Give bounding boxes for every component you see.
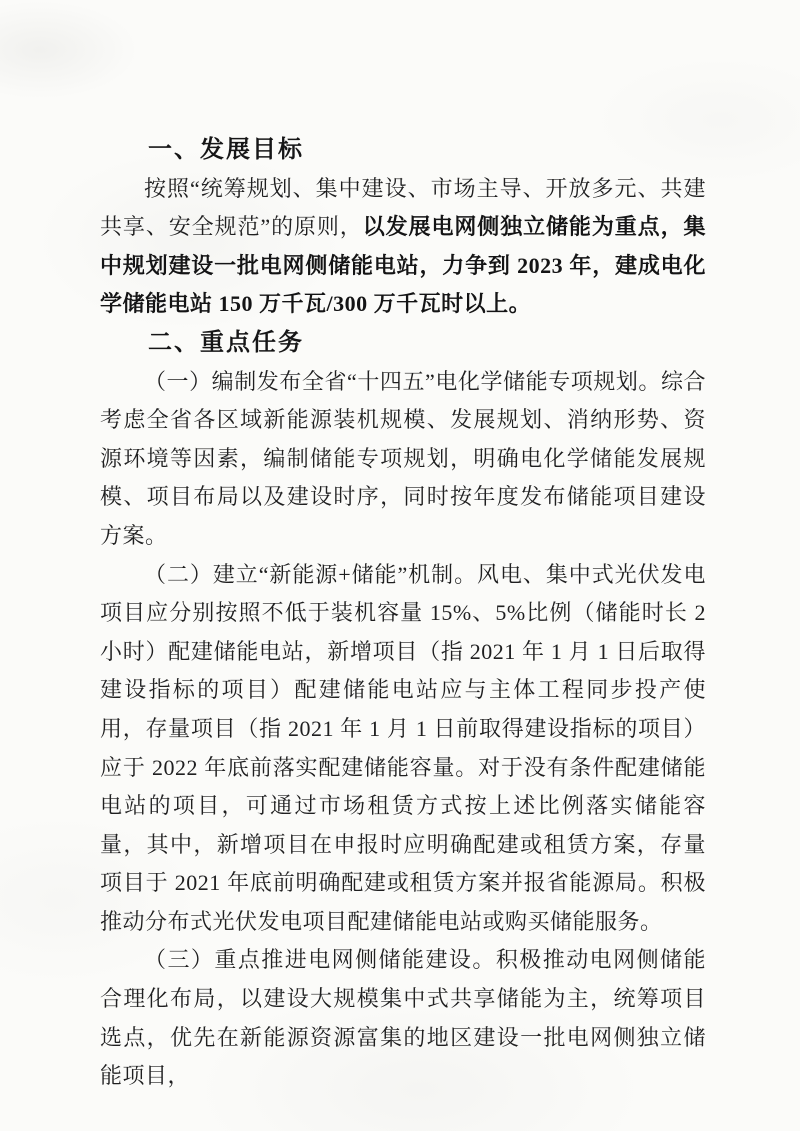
- section-heading: 二、重点任务: [148, 328, 304, 356]
- section-heading: 一、发展目标: [148, 136, 304, 163]
- paragraph: [100, 363, 706, 556]
- emphasized-text-run: 以发展电网侧独立储能为重点，集中规划建设一批电网侧储能电站，力争到 2023 年，建成电化学储能电站 150 万千瓦/300 万千瓦时以上。: [100, 214, 706, 317]
- paragraph: [100, 170, 706, 324]
- paragraph: [100, 556, 706, 942]
- text-run: （三）重点推进电网侧储能建设。积极推动电网侧储能合理化布局，以建设大规模集中式共享储能为主，统筹项目选点，优先在新能源资源富集的地区建设一批电网侧独立储能项目，: [100, 947, 706, 1089]
- document-body: [100, 131, 706, 1096]
- text-run: （二）建立“新能源+储能”机制。风电、集中式光伏发电项目应分别按照不低于装机容量 15%、5%比例（储能时长 2 小时）配建储能电站，新增项目（指 2021 年 1 月 1 日后取得建设指标的项目）配建储能电站应与主体工程同步投产使用，存量项目（指 2021 年 1 月 1 日前取得建设指标的项目）应于 2022 年底前落实配建储能容量。对于没有条件配建储能电站的项目，可通过市场租赁方式按上述比例落实储能容量，其中，新增项目在申报时应明确配建或租赁方案，存量项目于 2021 年底前明确配建或租赁方案并报省能源局。积极推动分布式光伏发电项目配建储能电站或购买储能服务。: [100, 561, 706, 934]
- paragraph: [100, 941, 706, 1095]
- text-run: 按照“统筹规划、集中建设、市场主导、开放多元、共建共享、安全规范”的原则，: [100, 175, 706, 240]
- text-run: （一）编制发布全省“十四五”电化学储能专项规划。综合考虑全省各区域新能源装机规模、发展规划、消纳形势、资源环境等因素，编制储能专项规划，明确电化学储能发展规模、项目布局以及建设时序，同时按年度发布储能项目建设方案。: [100, 368, 706, 548]
